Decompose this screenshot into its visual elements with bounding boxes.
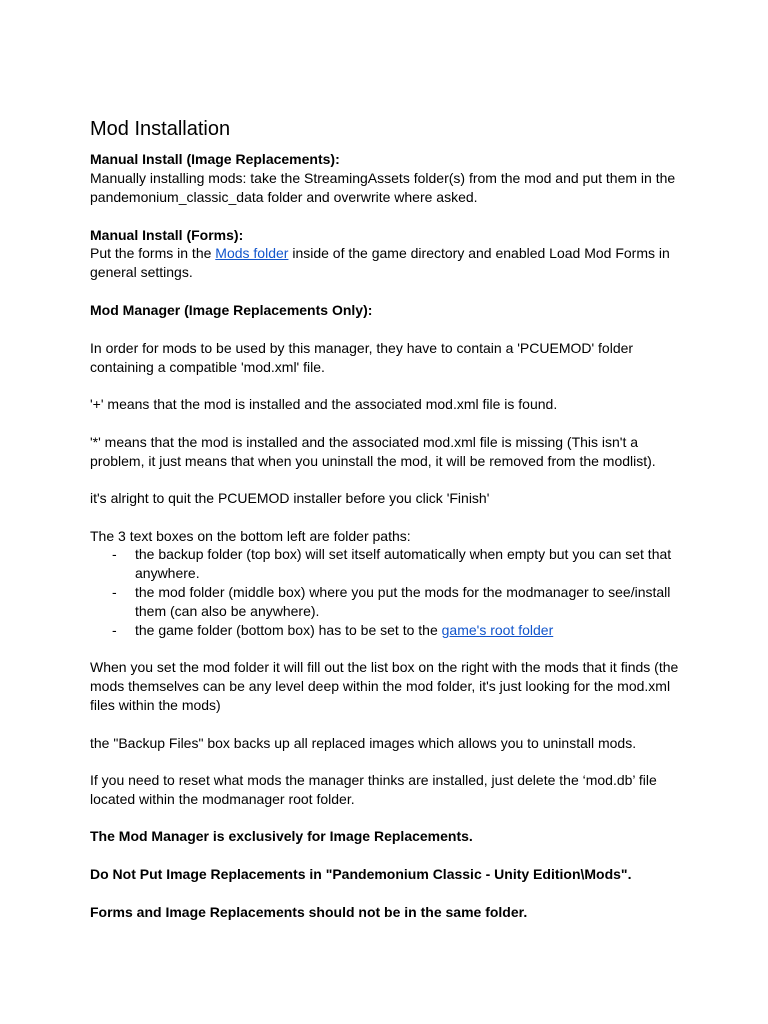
mod-folder-explanation: When you set the mod folder it will fill out the list box on the right with the mods that it finds (the mods themselves can be any level deep within the mod folder, it's just looking for the mod.xml files within the mods): [90, 659, 679, 713]
list-item-text: the game folder (bottom box) has to be set to the: [135, 622, 442, 638]
page-title: Mod Installation: [90, 118, 231, 140]
mods-folder-warning: Do Not Put Image Replacements in "Pandemonium Classic - Unity Edition\Mods".: [90, 866, 632, 882]
list-marker: -: [112, 584, 117, 600]
mod-manager-heading: Mod Manager (Image Replacements Only):: [90, 302, 373, 318]
list-item-text: the backup folder (top box) will set itself automatically when empty but you can set that anywhere.: [135, 546, 672, 581]
list-marker: -: [112, 546, 117, 562]
mods-folder-link[interactable]: Mods folder: [215, 245, 289, 261]
backup-files-explanation: the "Backup Files" box backs up all replaced images which allows you to uninstall mods.: [90, 735, 637, 751]
manual-forms-text-pre: Put the forms in the: [90, 245, 216, 261]
manual-forms-text-post: inside of the game directory and enabled Load Mod Forms in general settings.: [90, 245, 670, 280]
quit-installer-note: it's alright to quit the PCUEMOD installer before you click 'Finish': [90, 490, 490, 506]
list-item-mod-folder: [90, 583, 680, 621]
manual-forms-heading: Manual Install (Forms):: [90, 227, 244, 243]
list-marker: -: [112, 622, 117, 638]
reset-mods-explanation: If you need to reset what mods the manager thinks are installed, just delete the ‘mod.db’ file located within the modmanager root folder.: [90, 772, 657, 807]
manual-image-body: Manually installing mods: take the StreamingAssets folder(s) from the mod and put them in the pandemonium_classic_data folder and overwrite where asked.: [90, 170, 676, 205]
image-replacement-note: The Mod Manager is exclusively for Image Replacements.: [90, 828, 473, 844]
list-item-game-folder: [90, 621, 680, 640]
manual-forms-body: [90, 244, 680, 282]
separate-folders-warning: Forms and Image Replacements should not be in the same folder.: [90, 904, 528, 920]
mod-manager-requirements: In order for mods to be used by this manager, they have to contain a 'PCUEMOD' folder containing a compatible 'mod.xml' file.: [90, 340, 634, 375]
manual-image-heading: Manual Install (Image Replacements):: [90, 151, 340, 167]
list-item-text: the mod folder (middle box) where you put the mods for the modmanager to see/install them (can also be anywhere).: [135, 584, 671, 619]
folder-paths-list: [90, 545, 680, 640]
asterisk-symbol-explanation: '*' means that the mod is installed and the associated mod.xml file is missing (This isn't a problem, it just means that when you uninstall the mod, it will be removed from the modlist).: [90, 434, 656, 469]
text-boxes-intro: The 3 text boxes on the bottom left are folder paths:: [90, 528, 411, 544]
plus-symbol-explanation: '+' means that the mod is installed and the associated mod.xml file is found.: [90, 396, 558, 412]
list-item-backup-folder: [90, 545, 680, 583]
game-root-folder-link[interactable]: game's root folder: [441, 622, 554, 638]
